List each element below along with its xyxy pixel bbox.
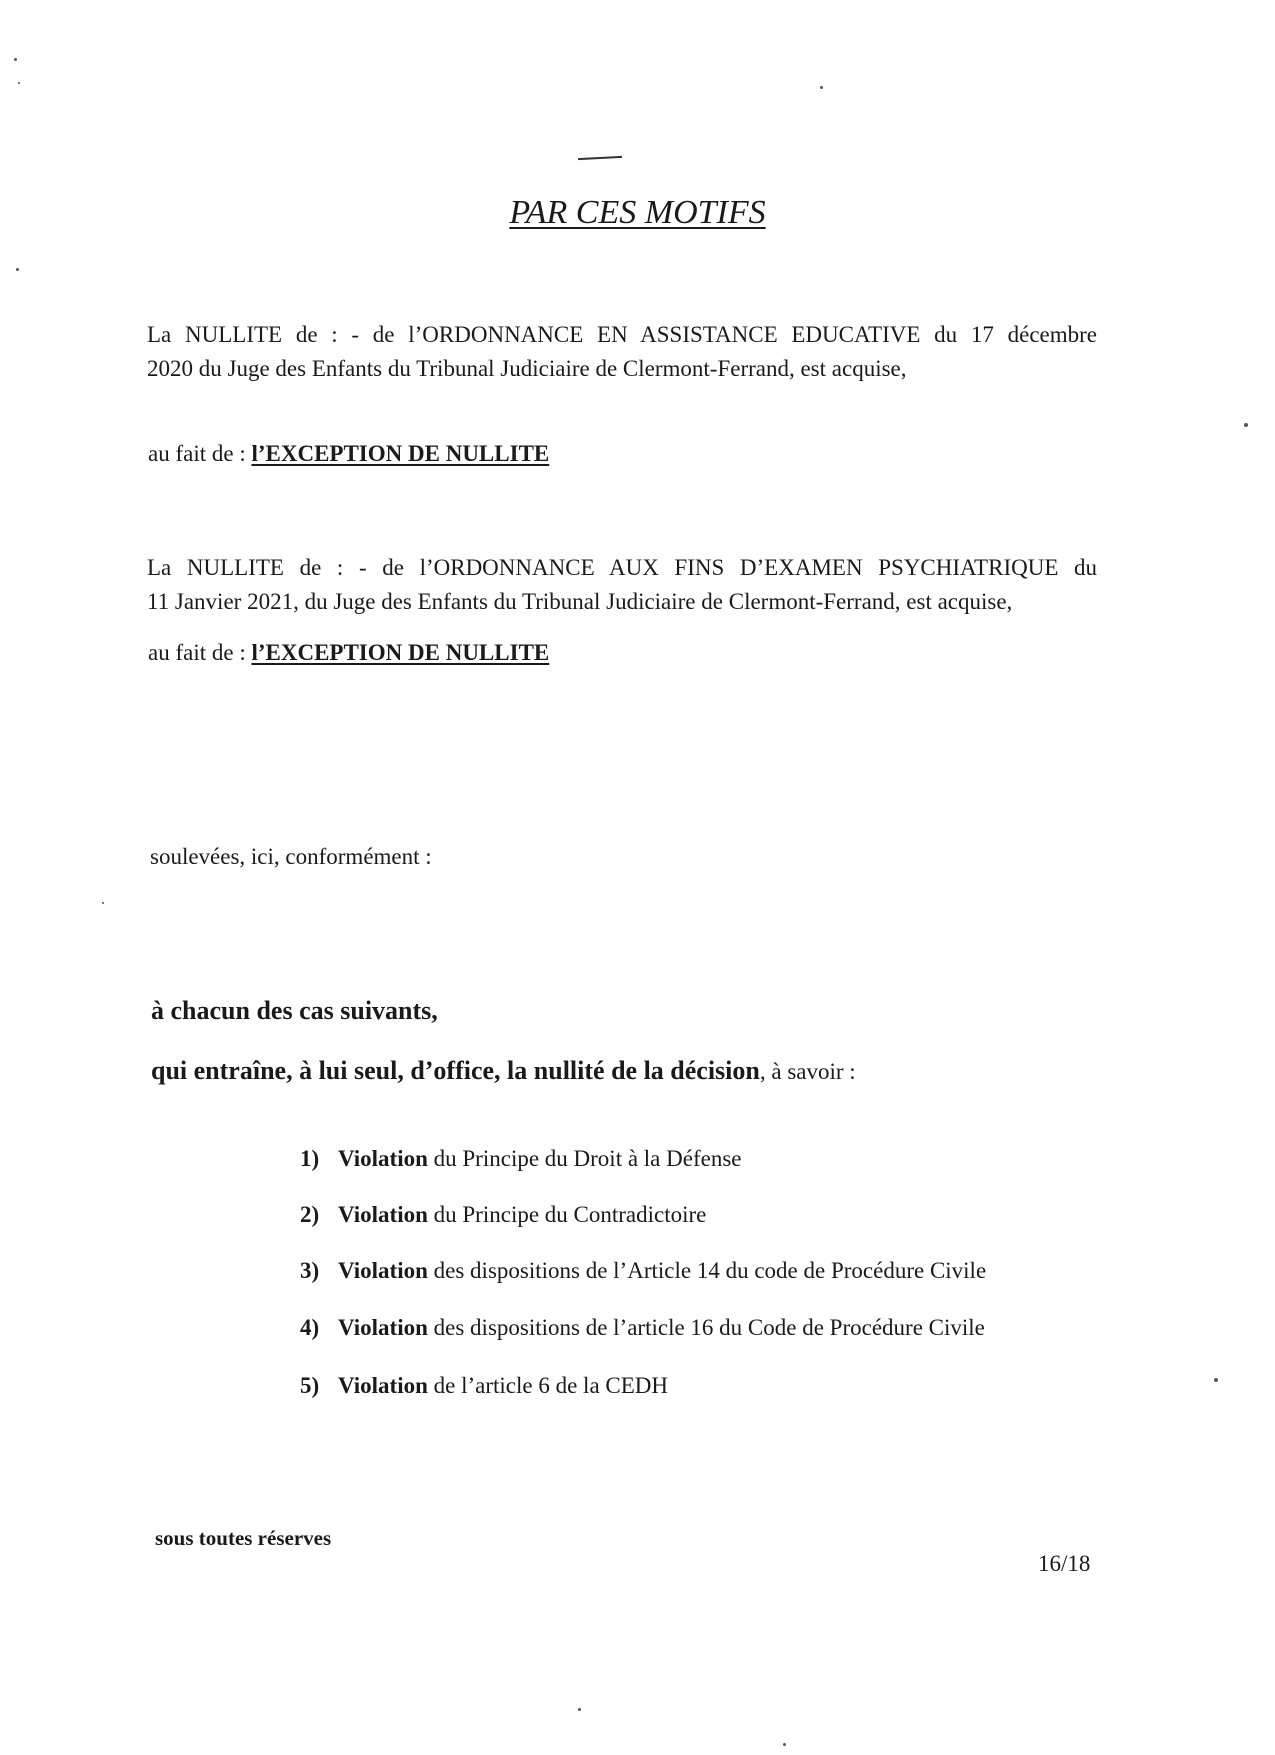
effect-heading-rest: , à savoir : (759, 1059, 856, 1084)
raised-text: soulevées, ici, conformément : (150, 844, 432, 869)
violation-text: du Principe du Contradictoire (427, 1202, 707, 1227)
scan-speck (16, 268, 19, 271)
violation-keyword: Violation (338, 1146, 428, 1171)
violation-item-5 (300, 1373, 668, 1399)
violation-number: 5) (300, 1373, 320, 1398)
violation-keyword: Violation (338, 1202, 428, 1227)
violation-text: des dispositions de l’Article 14 du code de Procédure Civile (427, 1258, 987, 1283)
nullity-paragraph-2-line-1: La NULLITE de : - de l’ORDONNANCE AUX FINS D’EXAMEN PSYCHIATRIQUE du (147, 555, 1097, 580)
cause-value: l’EXCEPTION DE NULLITE (251, 441, 550, 466)
scan-speck (578, 1708, 581, 1711)
scan-speck (783, 1743, 786, 1746)
violation-keyword: Violation (338, 1373, 428, 1398)
pen-mark (578, 156, 622, 160)
nullity-paragraph-1-line-2: 2020 du Juge des Enfants du Tribunal Judiciaire de Clermont-Ferrand, est acquise, (147, 356, 907, 381)
cause-prefix: au fait de : (148, 640, 252, 665)
violation-item-1 (300, 1146, 742, 1172)
scan-speck (18, 82, 20, 84)
violation-keyword: Violation (338, 1315, 428, 1340)
nullity-paragraph-2 (147, 551, 1097, 619)
scan-speck (820, 86, 823, 89)
page-title: PAR CES MOTIFS (509, 194, 766, 231)
violation-number: 2) (300, 1202, 320, 1227)
cause-line-2 (148, 636, 549, 670)
scan-speck (1214, 1378, 1218, 1382)
scan-speck (14, 58, 17, 61)
violation-text: des dispositions de l’article 16 du Code de Procédure Civile (427, 1315, 985, 1340)
reservation-note: sous toutes réserves (155, 1526, 332, 1550)
page-number: 16/18 (1038, 1551, 1091, 1576)
violation-text: de l’article 6 de la CEDH (427, 1373, 669, 1398)
violation-number: 4) (300, 1315, 320, 1340)
violation-number: 3) (300, 1258, 320, 1283)
nullity-paragraph-1-line-1: La NULLITE de : - de l’ORDONNANCE EN ASSISTANCE EDUCATIVE du 17 décembre (147, 322, 1097, 347)
scan-speck (1244, 423, 1248, 427)
violation-keyword: Violation (338, 1258, 428, 1283)
cause-prefix: au fait de : (148, 441, 252, 466)
violation-text: du Principe du Droit à la Défense (427, 1146, 742, 1171)
cause-value: l’EXCEPTION DE NULLITE (251, 640, 550, 665)
violation-number: 1) (300, 1146, 320, 1171)
violation-item-4 (300, 1315, 985, 1341)
cases-heading: à chacun des cas suivants, (151, 996, 438, 1025)
effect-heading (151, 1056, 856, 1086)
scan-speck (102, 902, 104, 904)
effect-heading-bold: qui entraîne, à lui seul, d’office, la nullité de la décision (151, 1056, 760, 1085)
violation-item-3 (300, 1258, 986, 1284)
violation-item-2 (300, 1202, 706, 1228)
nullity-paragraph-2-line-2: 11 Janvier 2021, du Juge des Enfants du Tribunal Judiciaire de Clermont-Ferrand, est acquise, (147, 589, 1013, 614)
cause-line-1 (148, 437, 549, 471)
nullity-paragraph-1 (147, 318, 1097, 386)
